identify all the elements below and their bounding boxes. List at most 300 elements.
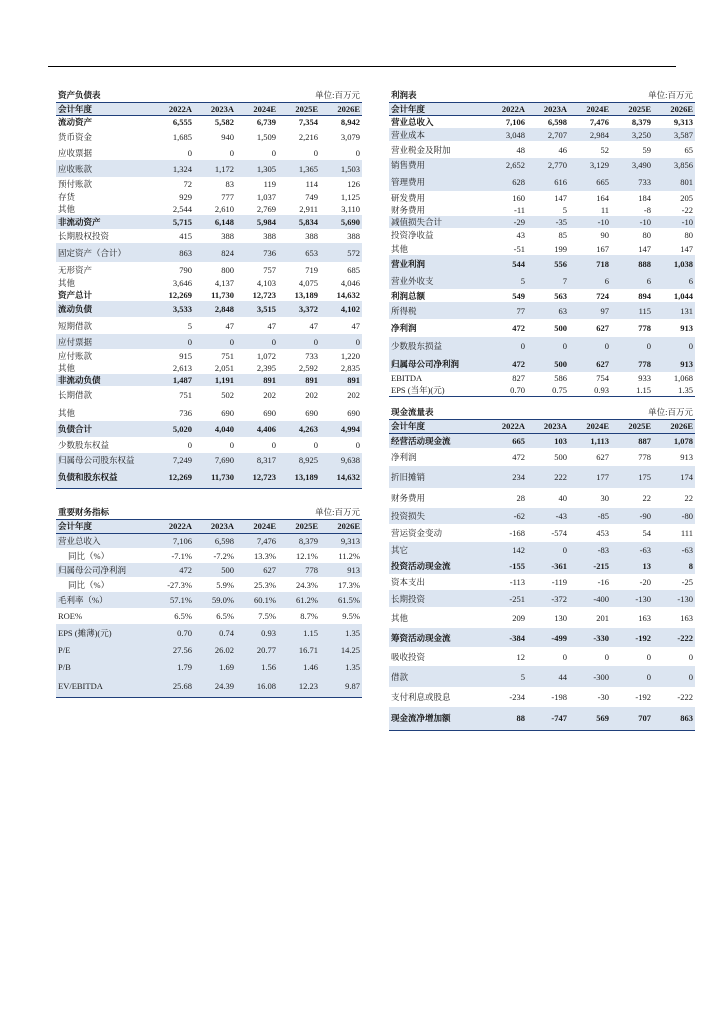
- value-cell: 2,613: [172, 363, 192, 373]
- row-label: EPS (摊薄)(元): [56, 624, 152, 641]
- value-cell: 209: [512, 612, 525, 623]
- value-cell: 665: [569, 172, 611, 191]
- value-cell: 2,835: [340, 363, 360, 373]
- row-label: 经营活动现金流: [389, 433, 485, 448]
- table-row: [389, 141, 695, 158]
- value-cell: 80: [684, 230, 693, 240]
- value-cell: 44: [527, 666, 569, 687]
- value-cell: 0: [313, 440, 318, 450]
- header-year-cell: 2025E: [278, 520, 320, 533]
- balance-sheet-title: 资产负债表: [58, 90, 101, 100]
- value-cell: 24.3%: [296, 579, 318, 590]
- value-cell: 0: [271, 440, 276, 450]
- value-cell: 4,263: [278, 421, 320, 437]
- value-cell: 913: [320, 563, 362, 577]
- value-cell: 3,533: [152, 301, 194, 317]
- value-cell: 1,509: [256, 131, 276, 142]
- value-cell: 130: [554, 612, 567, 623]
- value-cell: -113: [509, 577, 525, 587]
- value-cell: 8.7%: [300, 611, 318, 621]
- value-cell: 17.3%: [338, 579, 360, 590]
- row-label: 其它: [389, 542, 485, 557]
- value-cell: 0: [604, 651, 609, 662]
- row-label: P/E: [56, 641, 152, 658]
- value-cell: 1,072: [256, 350, 276, 361]
- value-cell: 0: [271, 147, 276, 158]
- value-cell: 572: [320, 243, 362, 262]
- value-cell: 863: [653, 707, 695, 730]
- table-row: [389, 116, 695, 129]
- table-row: [389, 191, 695, 204]
- row-label: 固定资产（合计）: [56, 243, 152, 262]
- value-cell: 1.35: [653, 384, 695, 397]
- value-cell: 1,220: [340, 350, 360, 361]
- value-cell: 22: [642, 493, 651, 503]
- value-cell: 9,638: [320, 453, 362, 467]
- table-row: [389, 607, 695, 628]
- value-cell: 4,994: [320, 421, 362, 437]
- balance-sheet-panel: [56, 89, 362, 489]
- value-cell: 4,046: [340, 278, 360, 288]
- value-cell: 7,354: [298, 117, 318, 127]
- value-cell: 57.1%: [152, 592, 194, 608]
- header-label-cell: 会计年度: [56, 520, 152, 533]
- value-cell: 2,770: [527, 158, 569, 172]
- row-label: 无形资产: [58, 264, 93, 275]
- value-cell: 61.5%: [320, 592, 362, 608]
- table-header-row: [389, 420, 695, 433]
- income-statement-panel: [389, 89, 695, 397]
- row-label: 预付账款: [58, 179, 93, 189]
- value-cell: 690: [305, 407, 318, 418]
- value-cell: 1,191: [194, 374, 236, 386]
- value-cell: 754: [596, 373, 609, 383]
- value-cell: 665: [485, 433, 527, 448]
- row-label: 现金流净增加额: [389, 707, 485, 730]
- value-cell: 80: [642, 230, 651, 240]
- value-cell: 7,249: [152, 453, 194, 467]
- table-row: [389, 158, 695, 172]
- value-cell: 736: [179, 407, 192, 418]
- value-cell: 5: [485, 666, 527, 687]
- value-cell: 43: [516, 230, 525, 240]
- value-cell: 14.25: [320, 641, 362, 658]
- value-cell: 913: [680, 323, 693, 333]
- header-year-cell: 2023A: [527, 103, 569, 116]
- value-cell: 707: [611, 707, 653, 730]
- table-row: [389, 488, 695, 508]
- value-cell: 627: [569, 355, 611, 372]
- value-cell: 7: [527, 272, 569, 289]
- value-cell: 0.75: [527, 384, 569, 397]
- value-cell: 388: [263, 231, 276, 241]
- value-cell: 6.5%: [216, 611, 234, 621]
- value-cell: 827: [512, 373, 525, 383]
- value-cell: 9,313: [320, 533, 362, 548]
- value-cell: 0: [611, 666, 653, 687]
- value-cell: 500: [554, 452, 567, 462]
- value-cell: 0: [611, 337, 653, 355]
- row-label: 归属母公司净利润: [389, 355, 485, 372]
- table-row: [389, 384, 695, 397]
- value-cell: 54: [642, 528, 651, 538]
- value-cell: 1.79: [152, 658, 194, 675]
- value-cell: -215: [569, 557, 611, 574]
- value-cell: 502: [221, 390, 234, 400]
- value-cell: 126: [347, 179, 360, 189]
- table-row: [389, 628, 695, 647]
- value-cell: 0: [320, 334, 362, 349]
- value-cell: 4,040: [194, 421, 236, 437]
- value-cell: 7,476: [589, 117, 609, 127]
- table-row: [56, 453, 362, 467]
- value-cell: 25.68: [152, 675, 194, 697]
- value-cell: 13,189: [278, 467, 320, 488]
- value-cell: 4,103: [256, 278, 276, 288]
- table-row: [389, 524, 695, 542]
- value-cell: 0: [229, 440, 234, 450]
- header-year-cell: 2026E: [653, 103, 695, 116]
- value-cell: -20: [639, 577, 651, 587]
- table-row: [389, 666, 695, 687]
- value-cell: 77: [485, 302, 527, 319]
- value-cell: 6: [653, 272, 695, 289]
- key-indicators-panel: [56, 506, 362, 698]
- row-label: 长期股权投资: [58, 231, 110, 241]
- value-cell: 142: [485, 542, 527, 557]
- row-label: 负债和股东权益: [56, 467, 152, 488]
- table-row: [56, 533, 362, 548]
- header-year-cell: 2022A: [485, 103, 527, 116]
- value-cell: 388: [305, 231, 318, 241]
- table-header-row: [56, 103, 362, 116]
- key-indicators-unit: 单位:百万元: [315, 507, 360, 517]
- row-label: 营业外收支: [389, 272, 485, 289]
- value-cell: 2,911: [299, 204, 318, 214]
- value-cell: 0: [187, 147, 192, 158]
- value-cell: 940: [221, 131, 234, 142]
- value-cell: 5: [485, 272, 527, 289]
- value-cell: 12,723: [252, 290, 276, 300]
- value-cell: 7.5%: [258, 611, 276, 621]
- table-header-row: [389, 103, 695, 116]
- value-cell: 103: [527, 433, 569, 448]
- value-cell: 8,379: [631, 117, 651, 127]
- value-cell: 2,216: [298, 131, 318, 142]
- value-cell: 0: [355, 147, 360, 158]
- value-cell: -361: [527, 557, 569, 574]
- value-cell: 3,250: [611, 128, 653, 141]
- table-row: [56, 229, 362, 243]
- value-cell: 9,313: [673, 117, 693, 127]
- value-cell: 47: [351, 320, 360, 331]
- table-row: [389, 647, 695, 666]
- table-row: [389, 128, 695, 141]
- row-label: 投资活动现金流: [389, 557, 485, 574]
- value-cell: -25: [681, 577, 693, 587]
- header-year-cell: 2022A: [152, 103, 194, 116]
- row-label: 其他: [58, 204, 76, 214]
- value-cell: 114: [305, 179, 318, 189]
- row-label: 其他: [58, 278, 76, 288]
- value-cell: -62: [485, 508, 527, 524]
- value-cell: 1,037: [256, 192, 276, 202]
- value-cell: -7.1%: [171, 550, 192, 561]
- row-label: 负债合计: [56, 421, 152, 437]
- table-row: [389, 204, 695, 216]
- value-cell: 30: [600, 493, 609, 503]
- value-cell: 0: [194, 334, 236, 349]
- table-row: [56, 421, 362, 437]
- cash-flow-table: [389, 420, 695, 731]
- value-cell: 11,730: [194, 467, 236, 488]
- value-cell: 1.69: [194, 658, 236, 675]
- value-cell: 569: [569, 707, 611, 730]
- balance-sheet-table: [56, 103, 362, 489]
- table-row: [389, 466, 695, 488]
- value-cell: -7.2%: [213, 550, 234, 561]
- value-cell: 46: [558, 144, 567, 155]
- table-row: [389, 448, 695, 466]
- key-indicators-header: [56, 506, 362, 520]
- value-cell: 4,137: [214, 278, 234, 288]
- table-header-row: [56, 520, 362, 533]
- value-cell: 5.9%: [216, 579, 234, 590]
- table-row: [389, 542, 695, 557]
- value-cell: 16.71: [278, 641, 320, 658]
- value-cell: 5: [187, 320, 192, 331]
- value-cell: 1,685: [172, 131, 192, 142]
- value-cell: 1.56: [236, 658, 278, 675]
- value-cell: 12.23: [278, 675, 320, 697]
- value-cell: 47: [267, 320, 276, 331]
- value-cell: 586: [554, 373, 567, 383]
- table-row: [389, 508, 695, 524]
- value-cell: -192: [611, 628, 653, 647]
- cash-flow-title: 现金流量表: [391, 407, 434, 417]
- row-label: 短期借款: [58, 320, 93, 331]
- value-cell: 7,476: [236, 533, 278, 548]
- balance-sheet-unit: 单位:百万元: [315, 90, 360, 100]
- value-cell: -43: [527, 508, 569, 524]
- value-cell: -251: [485, 590, 527, 607]
- table-row: [56, 289, 362, 301]
- row-label: 减值损失合计: [389, 216, 485, 228]
- value-cell: 887: [611, 433, 653, 448]
- value-cell: 2,544: [172, 204, 192, 214]
- header-year-cell: 2026E: [653, 420, 695, 433]
- value-cell: 2,652: [485, 158, 527, 172]
- table-row: [56, 160, 362, 177]
- value-cell: 59.0%: [194, 592, 236, 608]
- value-cell: 61.2%: [278, 592, 320, 608]
- value-cell: 690: [347, 407, 360, 418]
- value-cell: 415: [179, 231, 192, 241]
- value-cell: 1,503: [320, 160, 362, 177]
- value-cell: 28: [516, 493, 525, 503]
- value-cell: 147: [554, 192, 567, 203]
- row-label: 少数股东损益: [389, 337, 485, 355]
- value-cell: -11: [513, 205, 525, 215]
- row-label: 应收账款: [56, 160, 152, 177]
- row-label: 其他: [391, 612, 409, 623]
- value-cell: 718: [569, 255, 611, 272]
- value-cell: 65: [684, 144, 693, 155]
- value-cell: 0: [313, 147, 318, 158]
- value-cell: 6,148: [194, 215, 236, 229]
- value-cell: 0: [355, 440, 360, 450]
- value-cell: 1,365: [278, 160, 320, 177]
- table-row: [56, 608, 362, 624]
- row-label: 财务费用: [391, 493, 426, 503]
- table-row: [389, 557, 695, 574]
- value-cell: 22: [684, 493, 693, 503]
- table-row: [389, 355, 695, 372]
- value-cell: 5,690: [320, 215, 362, 229]
- table-row: [56, 317, 362, 334]
- value-cell: 888: [611, 255, 653, 272]
- value-cell: 2,395: [256, 363, 276, 373]
- value-cell: 1.46: [278, 658, 320, 675]
- value-cell: 3,490: [611, 158, 653, 172]
- value-cell: -130: [653, 590, 695, 607]
- value-cell: 2,848: [194, 301, 236, 317]
- value-cell: 472: [512, 323, 525, 333]
- value-cell: -300: [569, 666, 611, 687]
- value-cell: 3,515: [236, 301, 278, 317]
- value-cell: 164: [596, 192, 609, 203]
- value-cell: 0: [562, 651, 567, 662]
- value-cell: 175: [611, 466, 653, 488]
- table-row: [56, 624, 362, 641]
- table-row: [56, 349, 362, 362]
- value-cell: 1,487: [152, 374, 194, 386]
- table-row: [389, 242, 695, 255]
- value-cell: 3,587: [653, 128, 695, 141]
- value-cell: 11: [600, 205, 609, 215]
- value-cell: -51: [513, 243, 525, 254]
- value-cell: 13,189: [294, 290, 318, 300]
- value-cell: 824: [194, 243, 236, 262]
- value-cell: -63: [653, 542, 695, 557]
- value-cell: 85: [558, 230, 567, 240]
- value-cell: 7,106: [152, 533, 194, 548]
- cash-flow-header: [389, 406, 695, 420]
- row-label: 存货: [58, 192, 76, 202]
- value-cell: 60.1%: [236, 592, 278, 608]
- value-cell: -574: [551, 528, 567, 538]
- value-cell: 690: [263, 407, 276, 418]
- value-cell: -234: [509, 692, 525, 702]
- value-cell: 0: [236, 334, 278, 349]
- value-cell: 5,020: [152, 421, 194, 437]
- table-row: [56, 563, 362, 577]
- value-cell: 59: [642, 144, 651, 155]
- value-cell: 13: [611, 557, 653, 574]
- row-label: 非流动负债: [56, 374, 152, 386]
- value-cell: 653: [278, 243, 320, 262]
- value-cell: -10: [653, 216, 695, 228]
- value-cell: 1.35: [320, 624, 362, 641]
- value-cell: 556: [527, 255, 569, 272]
- value-cell: -83: [569, 542, 611, 557]
- value-cell: 751: [179, 390, 192, 400]
- value-cell: 174: [653, 466, 695, 488]
- row-label: 营业总收入: [391, 117, 434, 127]
- value-cell: 8,942: [340, 117, 360, 127]
- value-cell: 72: [183, 179, 192, 189]
- value-cell: 0.74: [194, 624, 236, 641]
- value-cell: 863: [152, 243, 194, 262]
- value-cell: 800: [221, 264, 234, 275]
- header-year-cell: 2022A: [485, 420, 527, 433]
- table-row: [56, 548, 362, 563]
- value-cell: 147: [638, 243, 651, 254]
- value-cell: 500: [527, 355, 569, 372]
- table-row: [389, 687, 695, 707]
- value-cell: 1,172: [194, 160, 236, 177]
- header-year-cell: 2023A: [194, 520, 236, 533]
- value-cell: -400: [569, 590, 611, 607]
- value-cell: 0.70: [152, 624, 194, 641]
- income-statement-header: [389, 89, 695, 103]
- table-row: [389, 372, 695, 384]
- value-cell: 724: [596, 290, 609, 301]
- value-cell: 12,269: [152, 467, 194, 488]
- table-row: [56, 362, 362, 374]
- value-cell: 2,707: [527, 128, 569, 141]
- page-top-rule: [48, 66, 676, 67]
- header-year-cell: 2026E: [320, 103, 362, 116]
- table-row: [389, 272, 695, 289]
- value-cell: -30: [597, 692, 609, 702]
- value-cell: 199: [554, 243, 567, 254]
- value-cell: 0.93: [236, 624, 278, 641]
- value-cell: 47: [309, 320, 318, 331]
- table-row: [56, 577, 362, 592]
- table-row: [56, 116, 362, 129]
- value-cell: 913: [680, 452, 693, 462]
- value-cell: 388: [347, 231, 360, 241]
- value-cell: 1,113: [569, 433, 611, 448]
- value-cell: 1,078: [653, 433, 695, 448]
- value-cell: 0: [646, 651, 651, 662]
- table-row: [56, 404, 362, 421]
- value-cell: 90: [600, 230, 609, 240]
- value-cell: 0: [152, 334, 194, 349]
- row-label: 应付票据: [56, 334, 152, 349]
- row-label: 财务费用: [391, 205, 426, 215]
- value-cell: 3,079: [340, 131, 360, 142]
- value-cell: -80: [653, 508, 695, 524]
- value-cell: -192: [635, 692, 651, 702]
- income-statement-unit: 单位:百万元: [648, 90, 693, 100]
- value-cell: 778: [638, 323, 651, 333]
- row-label: P/B: [56, 658, 152, 675]
- value-cell: 778: [278, 563, 320, 577]
- value-cell: -29: [485, 216, 527, 228]
- row-label: 管理费用: [389, 172, 485, 191]
- value-cell: 733: [611, 172, 653, 191]
- row-label: 净利润: [391, 452, 417, 462]
- value-cell: 6,598: [194, 533, 236, 548]
- value-cell: 6,598: [547, 117, 567, 127]
- row-label: 资产总计: [58, 290, 93, 300]
- row-label: 非流动资产: [56, 215, 152, 229]
- value-cell: 749: [305, 192, 318, 202]
- value-cell: 3,372: [278, 301, 320, 317]
- table-row: [56, 658, 362, 675]
